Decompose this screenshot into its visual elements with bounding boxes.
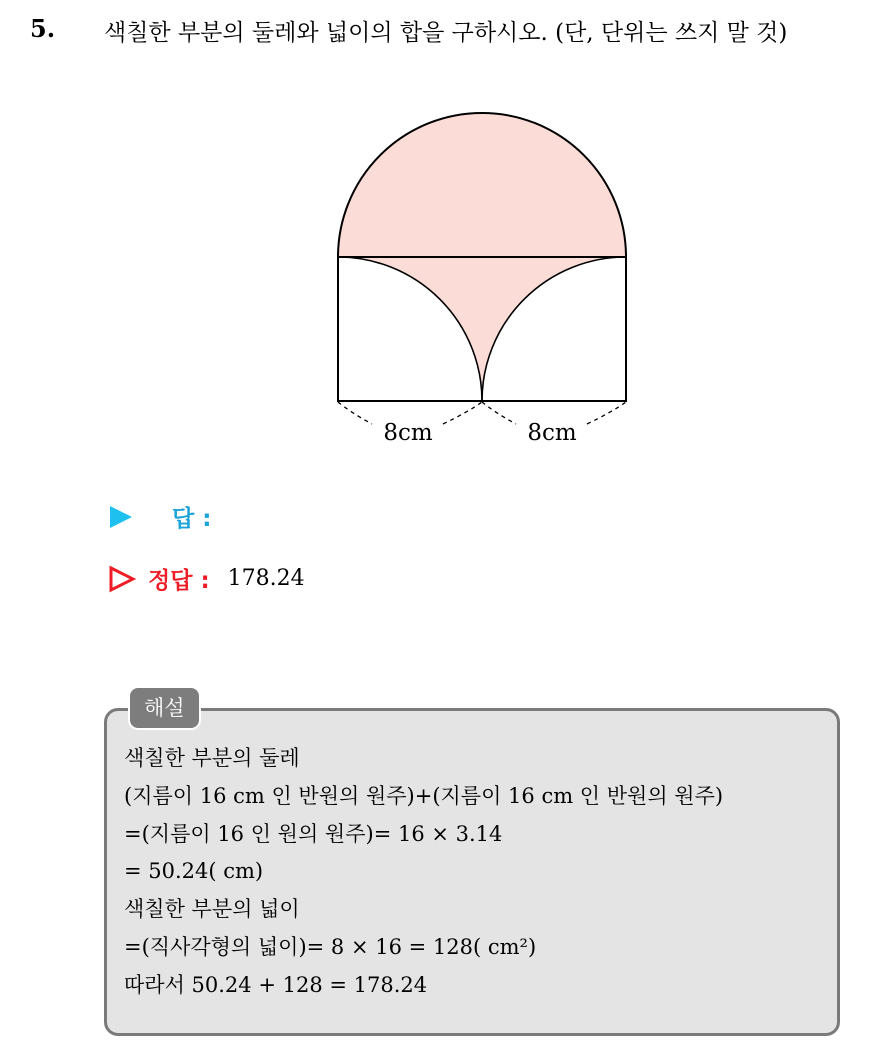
- correct-arrow-icon: [108, 565, 136, 593]
- answer-row: [108, 500, 211, 533]
- left-dimension-label: 8cm: [383, 420, 433, 446]
- answer-label: 답 :: [172, 506, 212, 532]
- solution-text: [124, 740, 723, 1005]
- solution-line: = 50.24( cm): [124, 859, 264, 884]
- solution-line: 따라서 50.24 + 128 = 178.24: [124, 972, 428, 997]
- question-number: 5.: [30, 14, 56, 43]
- correct-answer-value: 178.24: [227, 566, 305, 591]
- solution-line: =(지름이 16 인 원의 원주)= 16 × 3.14: [124, 821, 503, 846]
- correct-answer-row: [108, 562, 305, 595]
- right-dimension-label: 8cm: [527, 420, 577, 446]
- inner-shaded-region: [338, 257, 626, 401]
- geometry-figure: [300, 110, 660, 460]
- question-text: 색칠한 부분의 둘레와 넓이의 합을 구하시오. (단, 단위는 쓰지 말 것): [104, 20, 788, 46]
- solution-line: (지름이 16 cm 인 반원의 원주)+(지름이 16 cm 인 반원의 원주): [124, 783, 724, 808]
- solution-tag: 해설: [128, 686, 201, 730]
- correct-answer-label: 정답 :: [148, 568, 210, 594]
- solution-line: 색칠한 부분의 넓이: [124, 897, 300, 922]
- solution-line: =(직사각형의 넓이)= 8 × 16 = 128( cm²): [124, 934, 537, 959]
- solution-line: 색칠한 부분의 둘레: [124, 746, 300, 770]
- answer-arrow-icon: [108, 504, 134, 530]
- top-semicircle: [338, 113, 626, 257]
